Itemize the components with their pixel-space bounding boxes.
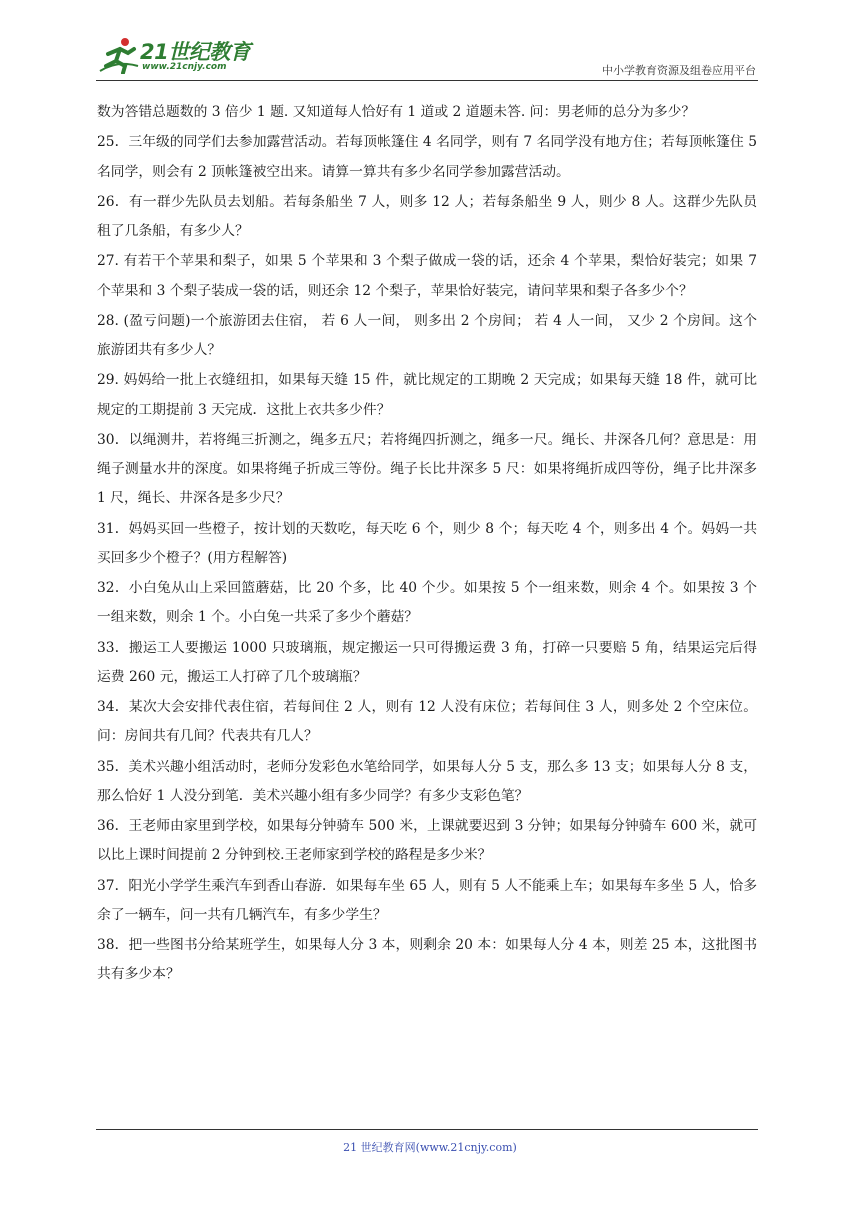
logo [96, 34, 266, 78]
header-divider [96, 80, 758, 81]
problem-31: 31．妈妈买回一些橙子，按计划的天数吃，每天吃 6 个，则少 8 个；每天吃 4 个，则多出 4 个。妈妈一共买回多少个橙子？(用方程解答) [97, 520, 757, 566]
problem-35: 35．美术兴趣小组活动时，老师分发彩色水笔给同学，如果每人分 5 支，那么多 13 支；如果每人分 8 支，那么恰好 1 人没分到笔．美术兴趣小组有多少同学？有多少支彩色笔？ [97, 758, 757, 804]
problem-29: 29. 妈妈给一批上衣缝纽扣，如果每天缝 15 件，就比规定的工期晚 2 天完成；如果每天缝 18 件，就可比规定的工期提前 3 天完成．这批上衣共多少件？ [97, 372, 757, 418]
problem-30: 30．以绳测井，若将绳三折测之，绳多五尺；若将绳四折测之，绳多一尺。绳长、井深各几何？意思是：用绳子测量水井的深度。如果将绳子折成三等份。绳子长比井深多 5 尺：如果将绳折成四等份，绳子比井深多 1 尺，绳长、井深各是多少尺？ [97, 431, 757, 507]
footer-link[interactable]: 21 世纪教育网(www.21cnjy.com) [343, 1141, 517, 1154]
problem-25: 25．三年级的同学们去参加露营活动。若每顶帐篷住 4 名同学，则有 7 名同学没有地方住；若每顶帐篷住 5 名同学，则会有 2 顶帐篷被空出来。请算一算共有多少名同学参加露营活动。 [97, 134, 757, 180]
runner-logo-icon [98, 36, 140, 74]
page-header [96, 34, 758, 80]
footer-divider [96, 1129, 758, 1130]
problem-32: 32．小白兔从山上采回篮蘑菇，比 20 个多，比 40 个少。如果按 5 个一组来数，则余 4 个。如果按 3 个一组来数，则余 1 个。小白兔一共采了多少个蘑菇？ [97, 580, 757, 626]
problem-27: 27. 有若干个苹果和梨子，如果 5 个苹果和 3 个梨子做成一袋的话，还余 4 个苹果，梨恰好装完；如果 7 个苹果和 3 个梨子装成一袋的话，则还余 12 个梨子，苹果恰好装完，请问苹果和梨子各多少个？ [97, 253, 757, 299]
problem-33: 33．搬运工人要搬运 1000 只玻璃瓶，规定搬运一只可得搬运费 3 角，打碎一只要赔 5 角，结果运完后得运费 260 元，搬运工人打碎了几个玻璃瓶？ [97, 639, 757, 685]
problem-36: 36．王老师由家里到学校，如果每分钟骑车 500 米，上课就要迟到 3 分钟；如果每分钟骑车 600 米，就可以比上课时间提前 2 分钟到校.王老师家到学校的路程是多少米？ [97, 818, 757, 864]
problem-28: 28. (盈亏问题)一个旅游团去住宿， 若 6 人一间， 则多出 2 个房间； 若 4 人一间， 又少 2 个房间。这个旅游团共有多少人？ [97, 312, 757, 358]
problem-37: 37．阳光小学学生乘汽车到香山春游．如果每车坐 65 人，则有 5 人不能乘上车；如果每车多坐 5 人，恰多余了一辆车，问一共有几辆汽车，有多少学生？ [97, 877, 757, 923]
problem-38: 38．把一些图书分给某班学生，如果每人分 3 本，则剩余 20 本：如果每人分 4 本，则差 25 本，这批图书共有多少本？ [97, 937, 757, 983]
problem-34: 34．某次大会安排代表住宿，若每间住 2 人，则有 12 人没有床位；若每间住 3 人，则多处 2 个空床位。问：房间共有几间？代表共有几人？ [97, 699, 757, 745]
logo-text: 21世纪教育 [140, 40, 251, 64]
platform-name: 中小学教育资源及组卷应用平台 [602, 64, 756, 77]
problem-list [97, 98, 757, 990]
problem-26: 26．有一群少先队员去划船。若每条船坐 7 人，则多 12 人；若每条船坐 9 人，则少 8 人。这群少先队员租了几条船，有多少人？ [97, 193, 757, 239]
logo-url: www.21cnjy.com [142, 62, 227, 72]
problem-24-continued: 数为答错总题数的 3 倍少 1 题. 又知道每人恰好有 1 道或 2 道题未答. 问：男老师的总分为多少？ [97, 104, 696, 120]
